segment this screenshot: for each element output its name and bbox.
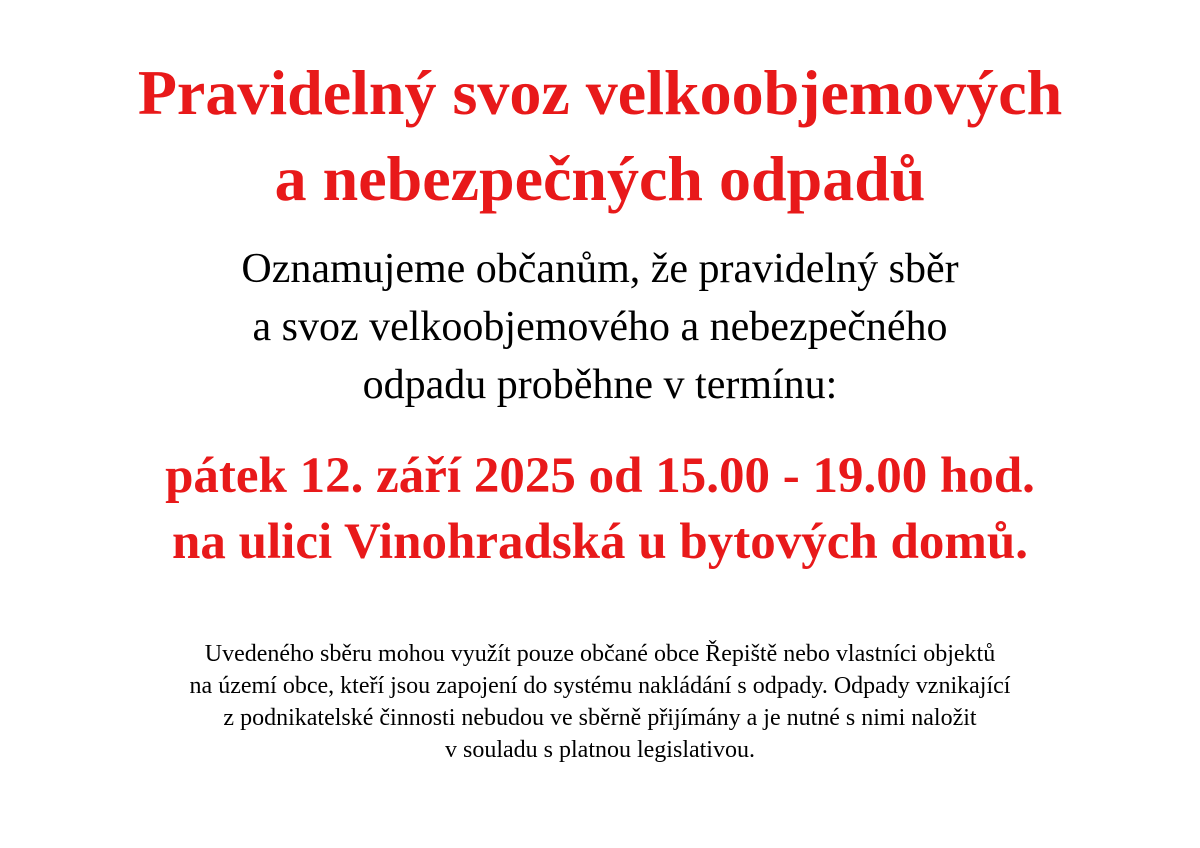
location-line: na ulici Vinohradská u bytových domů.: [172, 514, 1028, 570]
date-time-line: pátek 12. září 2025 od 15.00 - 19.00 hod.: [165, 448, 1035, 504]
announcement-line-1: Oznamujeme občanům, že pravidelný sběr: [241, 246, 959, 292]
date-and-location: [0, 443, 1200, 575]
title-line-2: a nebezpečných odpadů: [274, 143, 926, 214]
announcement-line-3: odpadu proběhne v termínu:: [362, 362, 838, 408]
title-line-1: Pravidelný svoz velkoobjemových: [137, 57, 1063, 128]
note-line-2: na území obce, kteří jsou zapojení do systému nakládání s odpady. Odpady vznikající: [189, 673, 1011, 699]
announcement-text: [0, 240, 1200, 414]
announcement-line-2: a svoz velkoobjemového a nebezpečného: [252, 304, 948, 350]
note-line-4: v souladu s platnou legislativou.: [445, 737, 755, 763]
note-line-1: Uvedeného sběru mohou využít pouze občané obce Řepiště nebo vlastníci objektů: [204, 641, 996, 667]
note-line-3: z podnikatelské činnosti nebudou ve sběrně přijímány a je nutné s nimi naložit: [223, 705, 977, 731]
notice-title: [0, 50, 1200, 222]
eligibility-note: [0, 638, 1200, 766]
